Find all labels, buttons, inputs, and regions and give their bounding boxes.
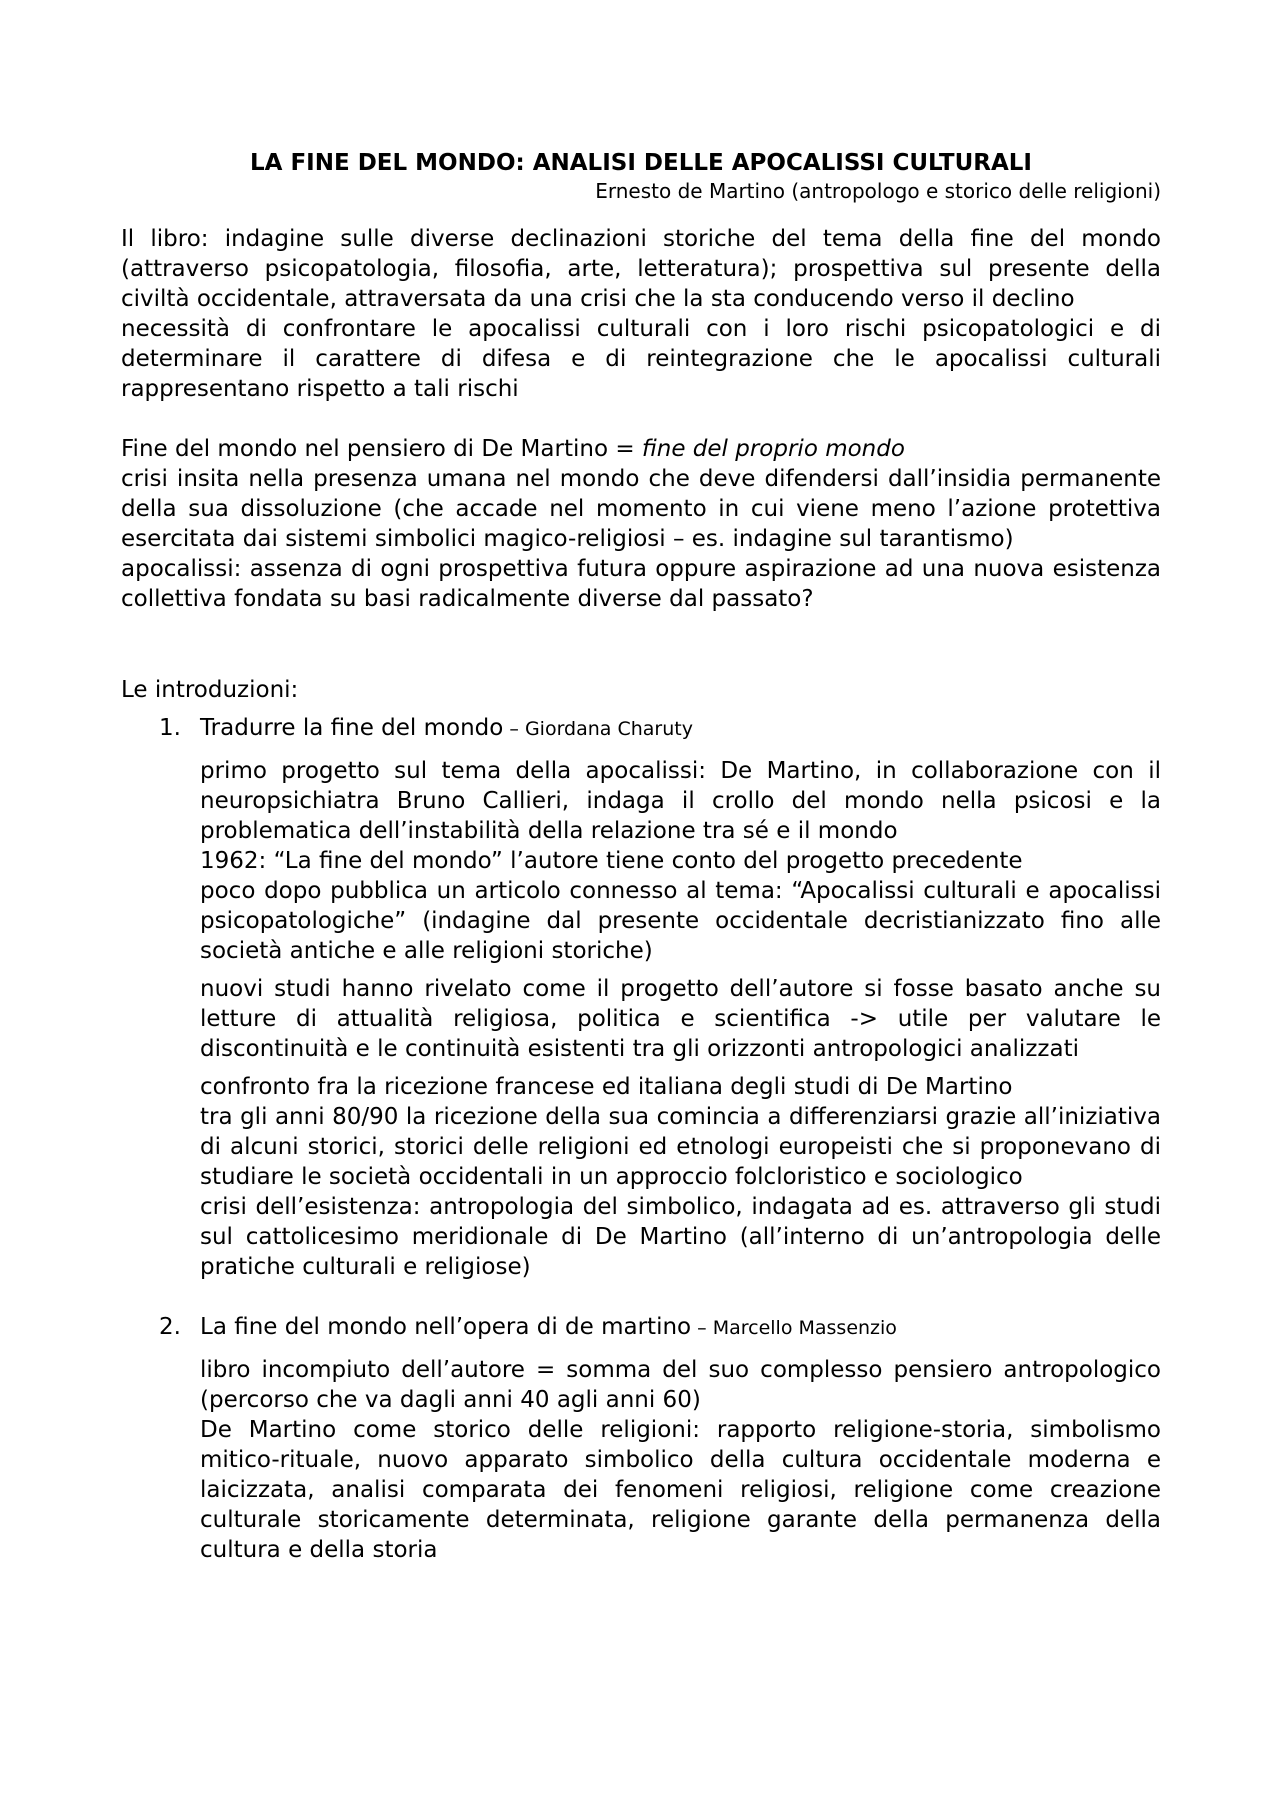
concept-lead-text: Fine del mondo nel pensiero di De Martino = — [121, 436, 642, 462]
item1-block-3: poco dopo pubblica un articolo connesso al tema: “Apocalissi culturali e apocalissi psicopatologiche” (indagine dal presente occidentale decristianizzato fino alle società antiche e alle religioni storiche) — [200, 878, 1161, 964]
list-heading-1-dash: – — [503, 718, 525, 740]
list-heading-2-author: Marcello Massenzio — [712, 1317, 897, 1339]
item1-block-2: 1962: “La fine del mondo” l’autore tiene conto del progetto precedente — [200, 848, 1023, 874]
item1-block-1: primo progetto sul tema della apocalissi: De Martino, in collaborazione con il neuropsichiatra Bruno Callieri, indaga il crollo del mondo nella psicosi e la problematica dell’instabilità della relazione tra sé e il mondo — [200, 758, 1161, 844]
list-heading-1-author: Giordana Charuty — [524, 718, 693, 740]
item1-block-6: tra gli anni 80/90 la ricezione della sua comincia a differenziarsi grazie all’iniziativa di alcuni storici, storici delle religioni ed etnologi europeisti che si proponevano di studiare le società occidentali in un approccio folcloristico e sociologico — [200, 1104, 1161, 1190]
introductions-label: Le introduzioni: — [121, 677, 299, 703]
list-number-2: 2. — [159, 1314, 181, 1340]
list-heading-2 — [200, 1312, 897, 1343]
concept-lead — [121, 434, 1161, 464]
intro-paragraph-1: Il libro: indagine sulle diverse declinazioni storiche del tema della fine del mondo (attraverso psicopatologia, filosofia, arte, letteratura); prospettiva sul presente della civiltà occidentale, attraversata da una crisi che la sta conducendo verso il declino — [121, 226, 1161, 312]
item1-block-7: crisi dell’esistenza: antropologia del simbolico, indagata ad es. attraverso gli studi sul cattolicesimo meridionale di De Martino (all’interno di un’antropologia delle pratiche culturali e religiose) — [200, 1194, 1161, 1280]
concept-lead-italic: fine del proprio mondo — [641, 436, 905, 462]
list-heading-2-dash: – — [691, 1317, 713, 1339]
item2-block-2: De Martino come storico delle religioni: rapporto religione-storia, simbolismo mitico-rituale, nuovo apparato simbolico della cultura occidentale moderna e laicizzata, analisi comparata dei fenomeni religiosi, religione come creazione culturale storicamente determinata, religione garante della permanenza della cultura e della storia — [200, 1417, 1161, 1563]
list-item-1 — [121, 713, 1161, 744]
document-title: LA FINE DEL MONDO: ANALISI DELLE APOCALISSI CULTURALI — [250, 150, 1032, 176]
list-heading-2-title: La fine del mondo nell’opera di de martino — [200, 1314, 692, 1340]
intro-paragraph-2: necessità di confrontare le apocalissi culturali con i loro rischi psicopatologici e di determinare il carattere di difesa e di reintegrazione che le apocalissi culturali rappresentano rispetto a tali rischi — [121, 316, 1161, 402]
document-subtitle: Ernesto de Martino (antropologo e storico delle religioni) — [595, 179, 1161, 203]
list-heading-1-title: Tradurre la fine del mondo — [200, 715, 504, 741]
list-item-1-body — [200, 756, 1161, 1282]
item2-block-1: libro incompiuto dell’autore = somma del suo complesso pensiero antropologico (percorso che va dagli anni 40 agli anni 60) — [200, 1357, 1161, 1413]
list-number-1: 1. — [159, 715, 181, 741]
item1-block-5: confronto fra la ricezione francese ed italiana degli studi di De Martino — [200, 1074, 1013, 1100]
concept-paragraph-2: apocalissi: assenza di ogni prospettiva futura oppure aspirazione ad una nuova esistenza collettiva fondata su basi radicalmente diverse dal passato? — [121, 556, 1161, 612]
concept-paragraph-1: crisi insita nella presenza umana nel mondo che deve difendersi dall’insidia permanente della sua dissoluzione (che accade nel momento in cui viene meno l’azione protettiva esercitata dai sistemi simbolici magico-religiosi – es. indagine sul tarantismo) — [121, 466, 1161, 552]
list-heading-1 — [200, 713, 693, 744]
list-item-2-body — [200, 1355, 1161, 1565]
list-item-2 — [121, 1312, 1161, 1343]
item1-block-4: nuovi studi hanno rivelato come il progetto dell’autore si fosse basato anche su letture di attualità religiosa, politica e scientifica -> utile per valutare le discontinuità e le continuità esistenti tra gli orizzonti antropologici analizzati — [200, 976, 1161, 1062]
